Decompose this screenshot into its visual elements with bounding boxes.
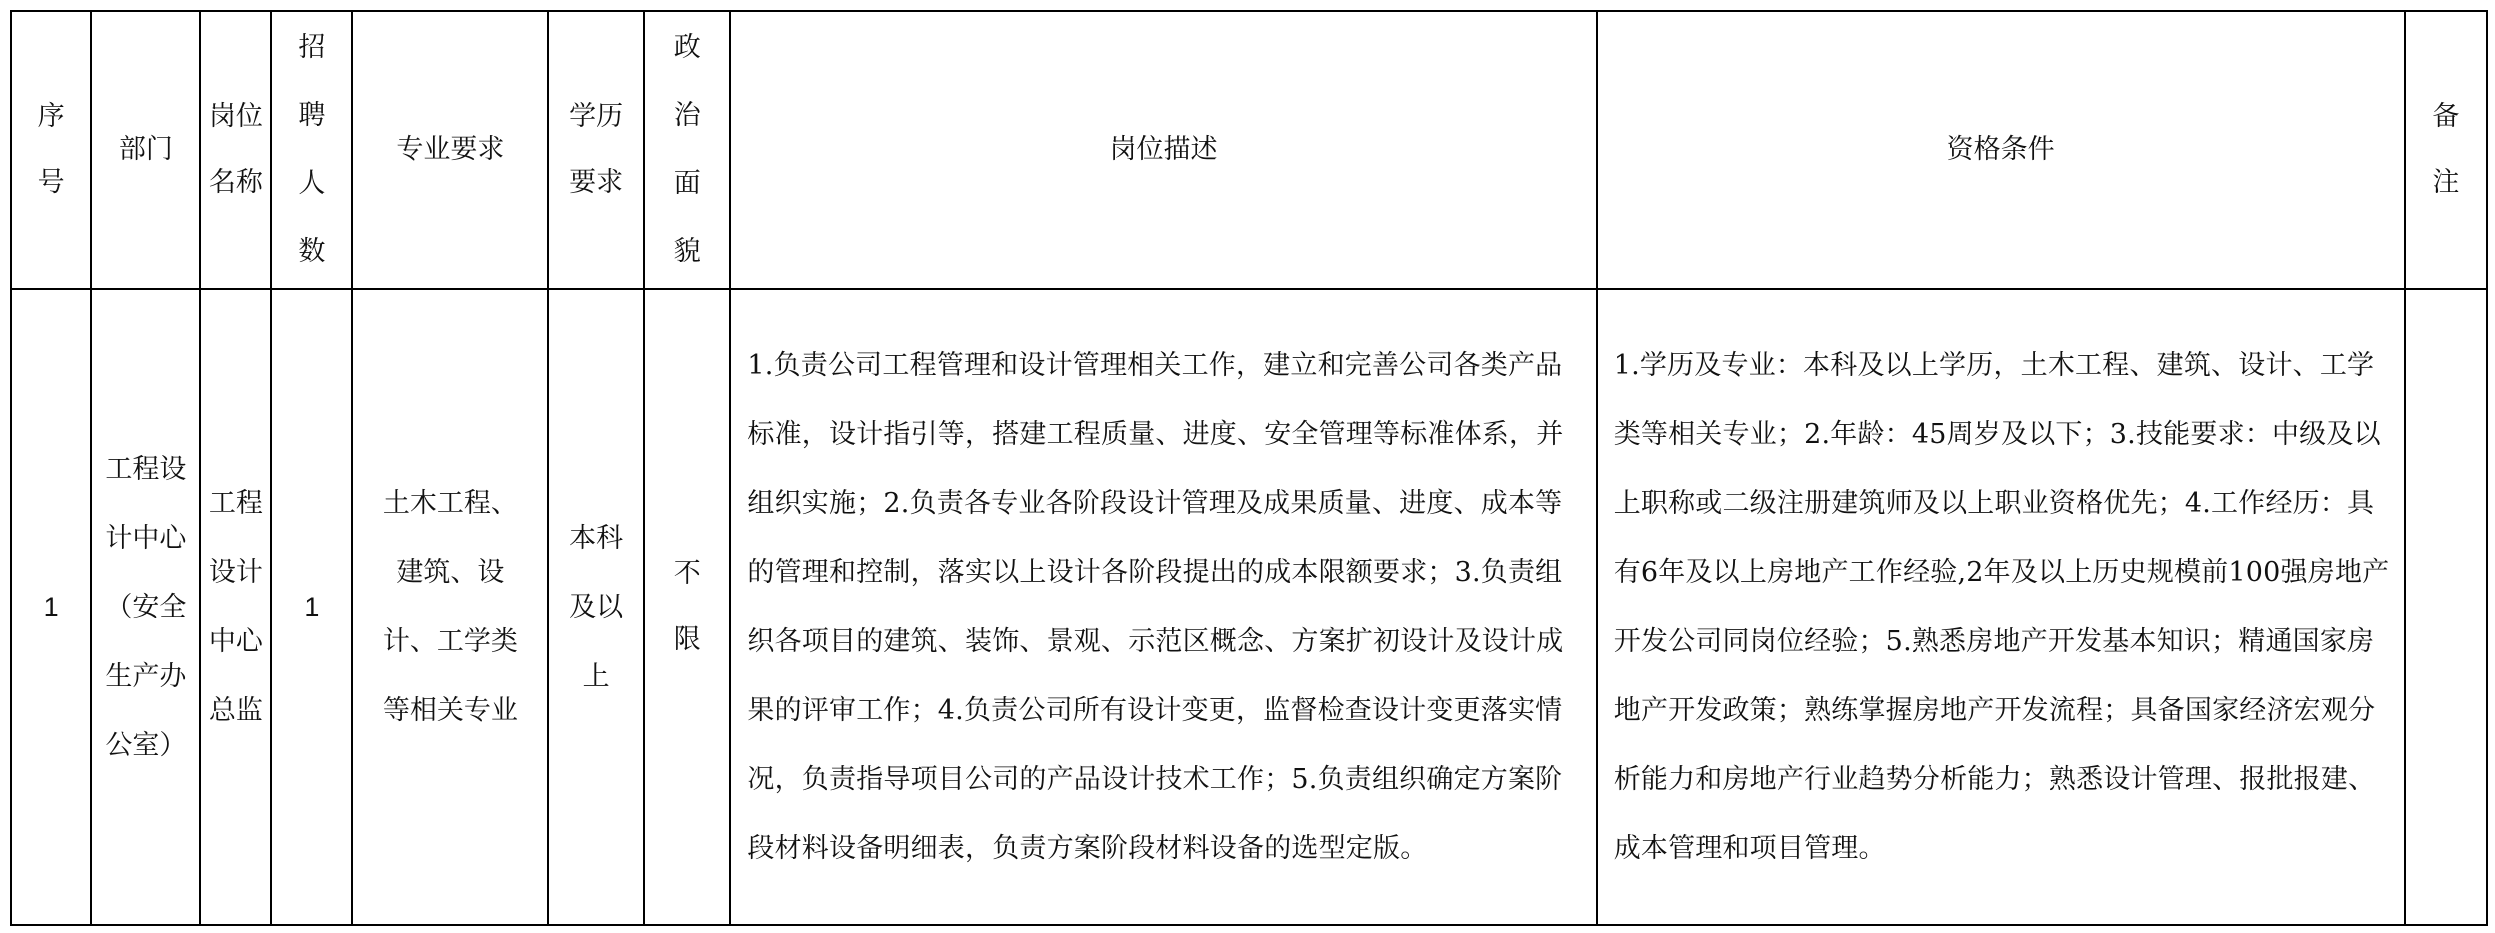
header-remark-char: 注 [2432,167,2460,198]
cell-hire-count [271,289,352,925]
seq-value: 1 [43,592,59,622]
header-education-line: 要求 [569,167,624,198]
header-major-label: 专业要求 [396,134,505,165]
hire-count-value: 1 [304,592,320,622]
header-political-char: 貌 [673,236,701,267]
cell-major [352,289,548,925]
header-hire-count-char: 招 [298,32,326,63]
header-seq-char: 序 [37,101,65,132]
header-description-label: 岗位描述 [1109,134,1218,165]
header-seq-char: 号 [37,167,65,198]
header-dept [91,11,200,289]
header-post-name-line: 名称 [208,167,263,198]
cell-education [548,289,644,925]
header-hire-count-char: 聘 [298,100,326,131]
description-value: 1.负责公司工程管理和设计管理相关工作，建立和完善公司各类产品标准，设计指引等，搭建工程质量、进度、安全管理等标准体系，并组织实施；2.负责各专业各阶段设计管理及成果质量、进度、成本等的管理和控制，落实以上设计各阶段提出的成本限额要求；3.负责组织各项目的建筑、装饰、景观、示范区概念、方案扩初设计及设计成果的评审工作；4.负责公司所有设计变更，监督检查设计变更落实情况，负责指导项目公司的产品设计技术工作；5.负责组织确定方案阶段材料设备明细表，负责方案阶段材料设备的选型定版。 [747,350,1564,864]
header-hire-count-char: 人 [298,168,326,199]
header-qualification [1597,11,2405,289]
header-major [352,11,548,289]
header-row [11,11,2487,289]
qualification-value: 1.学历及专业：本科及以上学历，土木工程、建筑、设计、工学类等相关专业；2.年龄：45周岁及以下；3.技能要求：中级及以上职称或二级注册建筑师及以上职业资格优先；4.工作经历：具有6年及以上房地产工作经验,2年及以上历史规模前100强房地产开发公司同岗位经验；5.熟悉房地产开发基本知识；精通国家房地产开发政策；熟练掌握房地产开发流程；具备国家经济宏观分析能力和房地产行业趋势分析能力；熟悉设计管理、报批报建、成本管理和项目管理。 [1613,350,2390,864]
dept-value: 工程设计中心（安全生产办公室） [105,453,187,761]
header-remark-char: 备 [2432,101,2460,132]
education-value: 本科及以上 [569,522,624,692]
cell-qualification [1597,289,2405,925]
header-remark [2405,11,2487,289]
major-value: 土木工程、建筑、设计、工学类等相关专业 [382,488,518,726]
header-hire-count [271,11,352,289]
table-row [11,289,2487,925]
cell-dept [91,289,200,925]
header-political-char: 面 [673,168,701,199]
header-dept-label: 部门 [118,134,173,165]
header-education-line: 学历 [569,101,624,132]
header-qualification-label: 资格条件 [1946,134,2055,165]
cell-political [644,289,730,925]
recruitment-table [10,10,2488,926]
header-post-name-line: 岗位 [208,101,263,132]
cell-seq [11,289,91,925]
post-name-value: 工程设计中心总监 [208,488,263,726]
political-value-char: 不 [673,558,701,589]
header-seq [11,11,91,289]
header-political [644,11,730,289]
cell-post-name [200,289,271,925]
header-description [730,11,1596,289]
header-post-name [200,11,271,289]
political-value-char: 限 [673,624,701,655]
header-hire-count-char: 数 [298,236,326,267]
cell-description [730,289,1596,925]
header-education [548,11,644,289]
header-political-char: 治 [673,100,701,131]
header-political-char: 政 [673,32,701,63]
cell-remark [2405,289,2487,925]
